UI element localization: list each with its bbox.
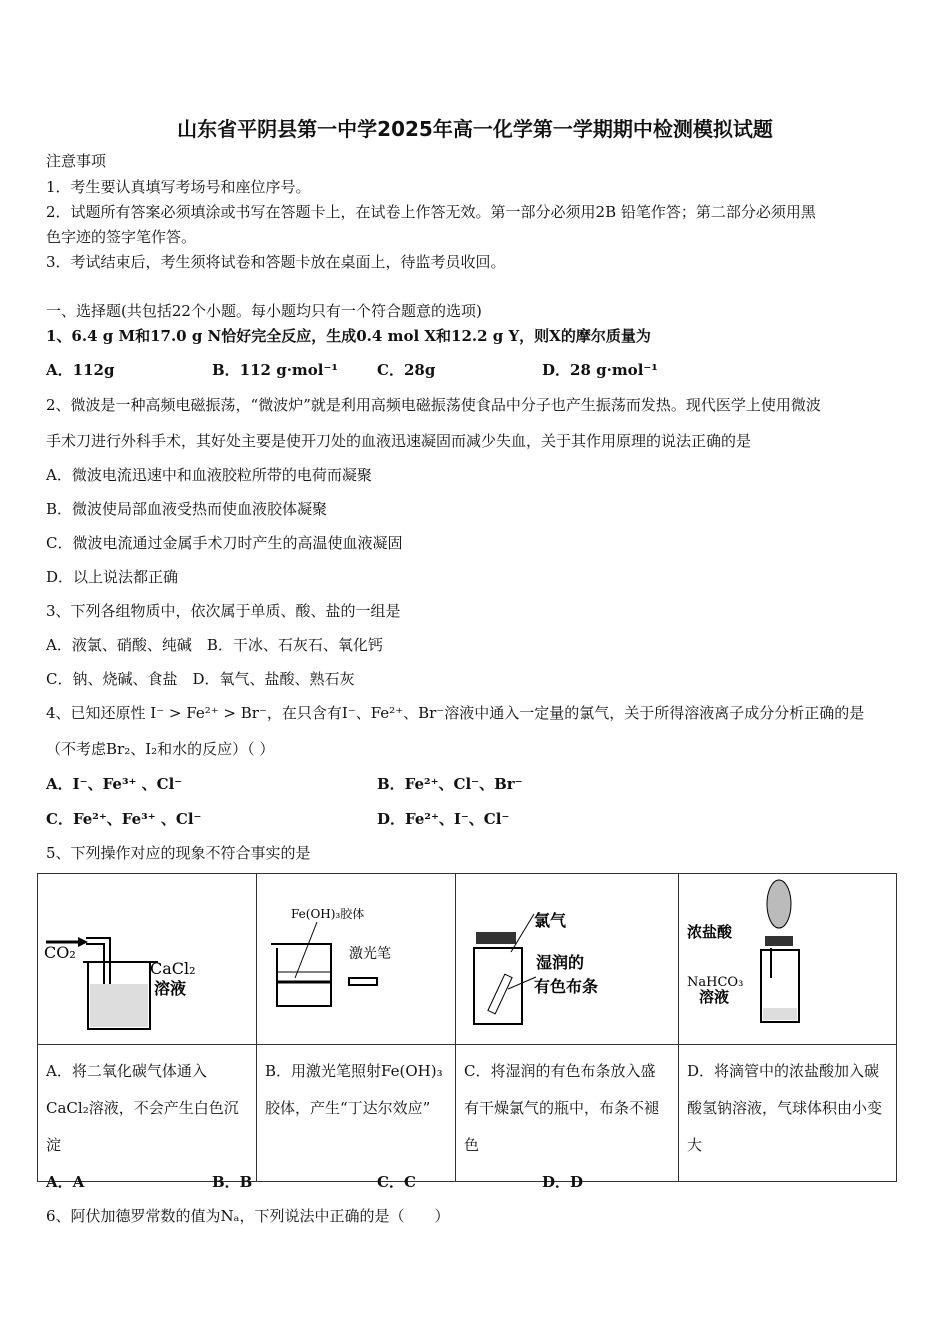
label-hcl: 浓盐酸: [687, 923, 733, 941]
q2-option-d: D．以上说法都正确: [46, 568, 179, 586]
q4-option-d: D．Fe²⁺、I⁻、Cl⁻: [377, 810, 510, 828]
q5-option-c: C．C: [377, 1173, 416, 1191]
notice-item: 2．试题所有答案必须填涂或书写在答题卡上，在试卷上作答无效。第一部分必须用2B 铅笔作答；第二部分必须用黑: [46, 203, 816, 221]
q2-option-a: A．微波电流迅速中和血液胶粒所带的电荷而凝聚: [46, 466, 372, 484]
q2-option-c: C．微波电流通过金属手术刀时产生的高温使血液凝固: [46, 534, 403, 552]
q4-stem: 4、已知还原性 I⁻ > Fe²⁺ > Br⁻，在只含有I⁻、Fe²⁺、Br⁻溶液中通入一定量的氯气，关于所得溶液离子成分分析正确的是: [46, 704, 865, 722]
q5-cell-c: C．将湿润的有色布条放入盛有干燥氯气的瓶中，布条不褪色: [456, 1045, 679, 1182]
q1-option-b: B．112 g·mol⁻¹: [212, 361, 338, 379]
q3-options-cd: C．钠、烧碱、食盐 D．氧气、盐酸、熟石灰: [46, 670, 355, 688]
q2-stem: 手术刀进行外科手术，其好处主要是使开刀处的血液迅速凝固而减少失血，关于其作用原理的说法正确的是: [46, 432, 752, 450]
label-nahco3: NaHCO₃: [687, 975, 744, 990]
q2-option-b: B．微波使局部血液受热而使血液胶体凝聚: [46, 500, 328, 518]
notice-item: 3．考试结束后，考生须将试卷和答题卡放在桌面上，待监考员收回。: [46, 253, 506, 271]
page-title: 山东省平阴县第一中学2025年高一化学第一学期期中检测模拟试题: [177, 117, 773, 141]
q4-option-b: B．Fe²⁺、Cl⁻、Br⁻: [377, 775, 523, 793]
notice-item: 色字迹的签字笔作答。: [46, 228, 197, 246]
q5-cell-d: D．将滴管中的浓盐酸加入碳酸氢钠溶液，气球体积由小变大: [679, 1045, 897, 1182]
label-cacl2: CaCl₂: [150, 959, 196, 978]
q3-stem: 3、下列各组物质中，依次属于单质、酸、盐的一组是: [46, 602, 401, 620]
label-solution: 溶液: [154, 979, 187, 998]
figure-co2-cacl2: [38, 874, 257, 1045]
label-wet: 湿润的: [536, 953, 585, 972]
q4-option-c: C．Fe²⁺、Fe³⁺ 、Cl⁻: [46, 810, 202, 828]
label-laser: 激光笔: [349, 946, 391, 962]
label-colloid: Fe(OH)₃胶体: [291, 907, 365, 921]
q2-stem: 2、微波是一种高频电磁振荡，“微波炉”就是利用高频电磁振荡使食品中分子也产生振荡而发热。现代医学上使用微波: [46, 396, 821, 414]
q5-option-d: D．D: [542, 1173, 584, 1191]
notice-item: 1．考生要认真填写考场号和座位序号。: [46, 178, 311, 196]
q1-stem: 1、6.4 g M和17.0 g N恰好完全反应，生成0.4 mol X和12.2 g Y，则X的摩尔质量为: [46, 327, 651, 345]
figure-balloon-bottle: [679, 874, 897, 1045]
q5-option-b: B．B: [212, 1173, 253, 1191]
q1-option-d: D．28 g·mol⁻¹: [542, 361, 658, 379]
q5-stem: 5、下列操作对应的现象不符合事实的是: [46, 844, 311, 862]
q6-stem: 6、阿伏加德罗常数的值为Nₐ，下列说法中正确的是（ ）: [46, 1207, 450, 1225]
label-solution: 溶液: [699, 988, 730, 1006]
q1-option-c: C．28g: [377, 361, 436, 379]
q5-cell-b: B．用激光笔照射Fe(OH)₃胶体，产生“丁达尔效应”: [257, 1045, 456, 1182]
figure-laser-colloid: [257, 874, 456, 1045]
label-co2: CO₂: [44, 943, 76, 962]
figure-chlorine-bottle: [456, 874, 679, 1045]
q5-table: [37, 873, 897, 1182]
q4-stem: （不考虑Br₂、I₂和水的反应）（ ）: [46, 740, 275, 758]
q1-option-a: A．112g: [46, 361, 115, 379]
q4-option-a: A．I⁻、Fe³⁺ 、Cl⁻: [46, 775, 183, 793]
q5-option-a: A．A: [46, 1173, 85, 1191]
q3-options-ab: A．液氯、硝酸、纯碱 B．干冰、石灰石、氧化钙: [46, 636, 383, 654]
section-heading: 一、选择题(共包括22个小题。每小题均只有一个符合题意的选项): [46, 302, 482, 320]
notice-heading: 注意事项: [46, 152, 107, 170]
label-cloth: 有色布条: [534, 977, 599, 996]
q5-cell-a: A．将二氧化碳气体通入CaCl₂溶液，不会产生白色沉淀: [38, 1045, 257, 1182]
label-chlorine: 氯气: [534, 911, 567, 930]
